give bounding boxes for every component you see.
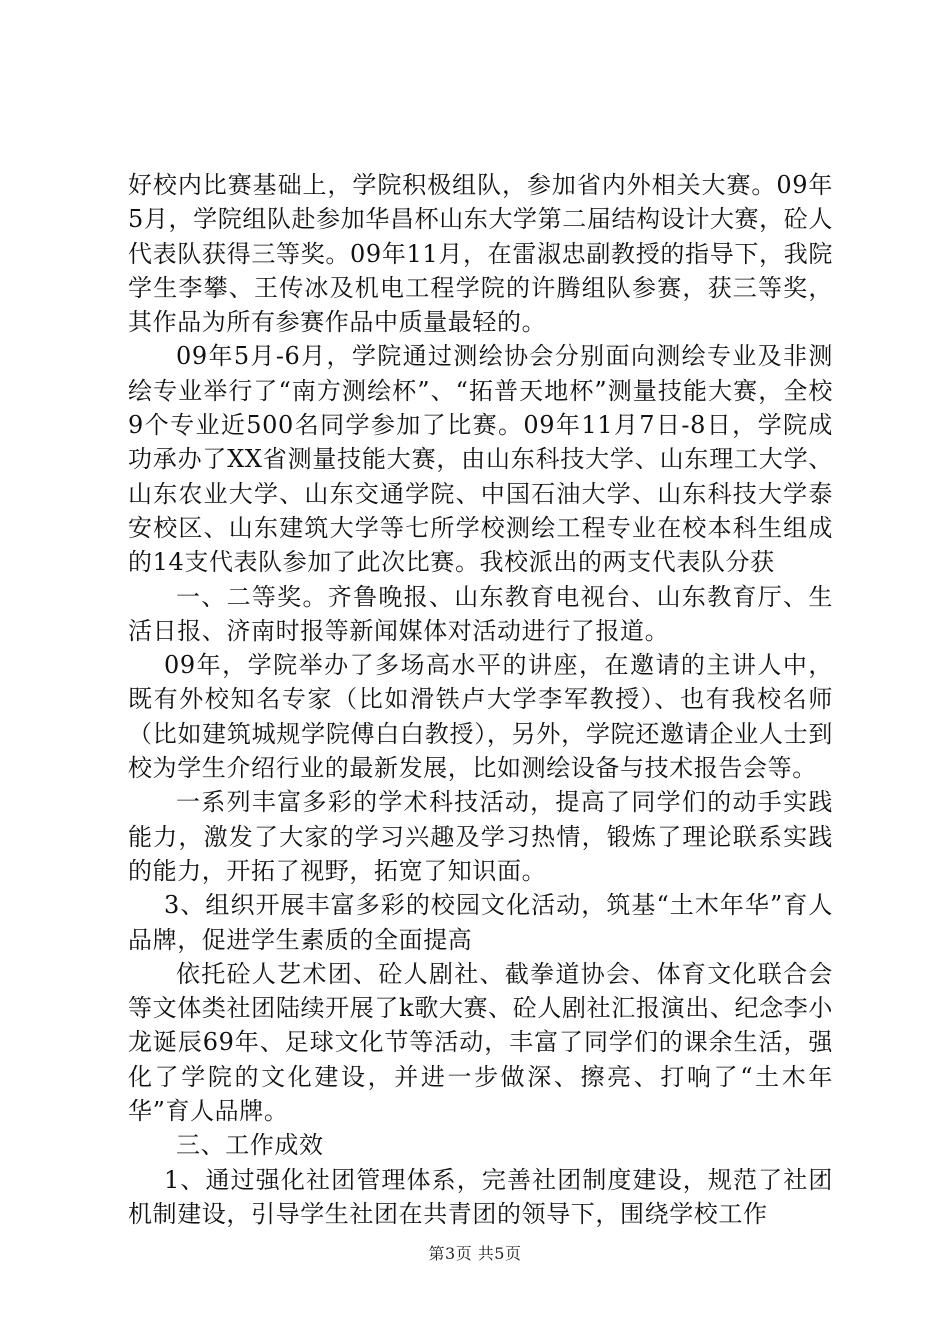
paragraph-activities-summary: 一系列丰富多彩的学术科技活动，提高了同学们的动手实践能力，激发了大家的学习兴趣及学习热情，锻炼了理论联系实践的能力，开拓了视野，拓宽了知识面。: [128, 788, 833, 885]
section-heading-results: 三、工作成效: [176, 1131, 324, 1160]
paragraph-competitions: 好校内比赛基础上，学院积极组队，参加省内外相关大赛。09年5月，学院组队赴参加华昌杯山东大学第二届结构设计大赛，砼人代表队获得三等奖。09年11月，在雷淑忠副教授的指导下，我院学生李攀、王传冰及机电工程学院的许腾组队参赛，获三等奖，其作品为所有参赛作品中质量最轻的。: [128, 171, 833, 337]
section-heading-culture: 3、组织开展丰富多彩的校园文化活动，筑基“土木年华”育人品牌，促进学生素质的全面提高: [128, 891, 833, 954]
paragraph-awards-media: 一、二等奖。齐鲁晚报、山东教育电视台、山东教育厅、生活日报、济南时报等新闻媒体对活动进行了报道。: [128, 582, 833, 645]
document-body: [128, 168, 833, 1231]
paragraph-culture-activities: 依托砼人艺术团、砼人剧社、截拳道协会、体育文化联合会等文体类社团陆续开展了k歌大赛、砼人剧社汇报演出、纪念李小龙诞辰69年、足球文化节等活动，丰富了同学们的课余生活，强化了学院的文化建设，并进一步做深、擦亮、打响了“土木年华”育人品牌。: [128, 959, 833, 1126]
paragraph-surveying-contest: 09年5月-6月，学院通过测绘协会分别面向测绘专业及非测绘专业举行了“南方测绘杯”、“拓普天地杯”测量技能大赛，全校9个专业近500名同学参加了比赛。09年11月7日-8日，学院成功承办了XX省测量技能大赛，由山东科技大学、山东理工大学、山东农业大学、山东交通学院、中国石油大学、山东科技大学泰安校区、山东建筑大学等七所学校测绘工程专业在校本科生组成的14支代表队参加了此次比赛。我校派出的两支代表队分获: [128, 342, 833, 577]
paragraph-results-1: 1、通过强化社团管理体系，完善社团制度建设，规范了社团机制建设，引导学生社团在共青团的领导下，围绕学校工作: [128, 1165, 833, 1228]
paragraph-lectures: 09年，学院举办了多场高水平的讲座，在邀请的主讲人中，既有外校知名专家（比如滑铁卢大学李军教授）、也有我校名师（比如建筑城规学院傅白白教授），另外，学院还邀请企业人士到校为学生介绍行业的最新发展，比如测绘设备与技术报告会等。: [128, 651, 833, 783]
page-number-footer: 第3页 共5页: [428, 1244, 522, 1263]
